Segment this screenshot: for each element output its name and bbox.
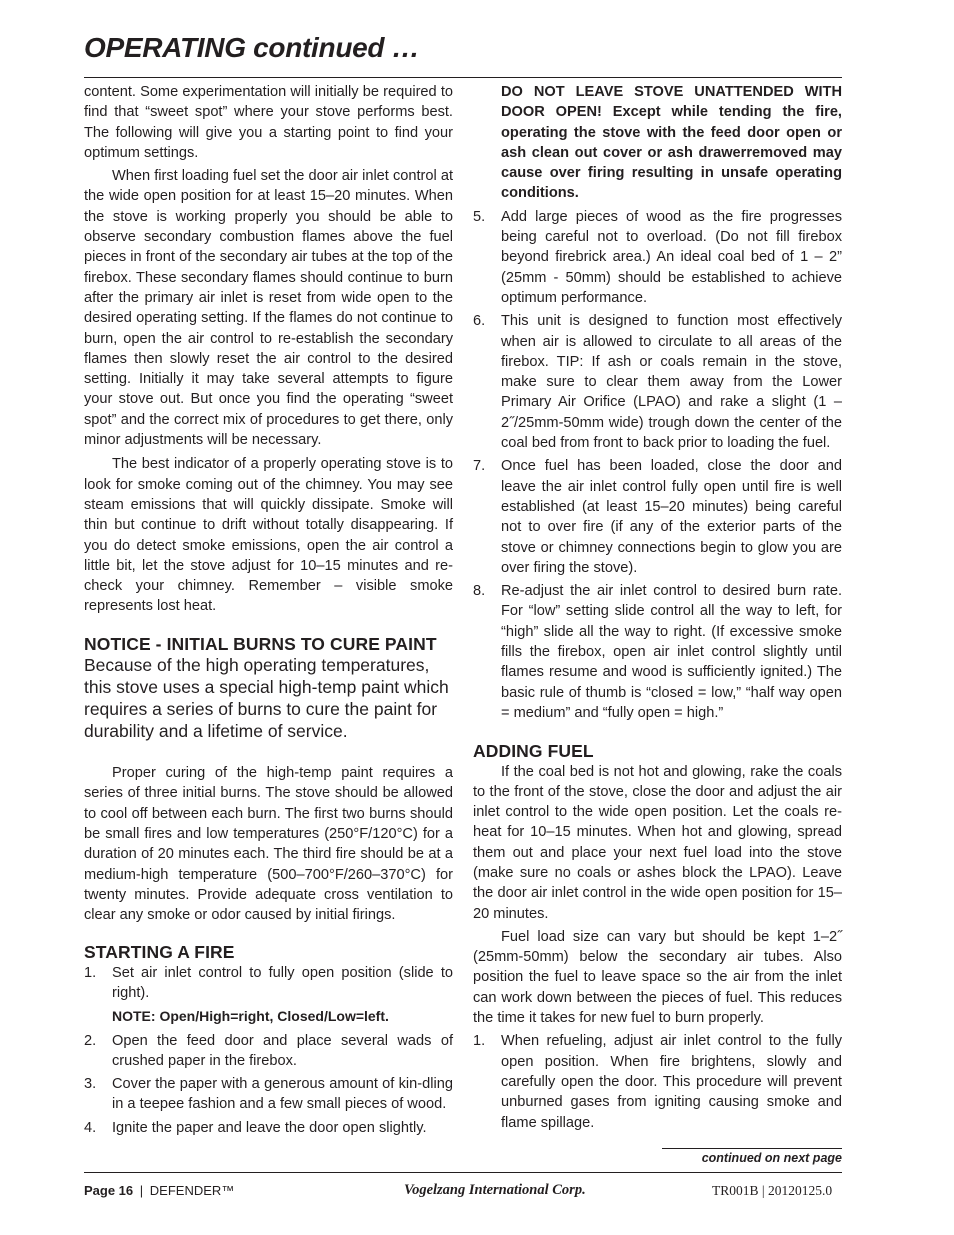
- list-item: 4. Ignite the paper and leave the door open slightly.: [84, 1119, 427, 1136]
- list-item: 8. Re-adjust the air inlet control to desired burn rate. For “low” setting slide control all the way to left, for “high” slide all the way to right. (If excessive smoke fills the firebox, open air inlet control slightly until flames resume and wood is sufficiently ignited.) The basic rule of thumb is “closed = low,” “half way open = medium” and “fully open = high.”: [473, 583, 842, 721]
- list-item: 2. Open the feed door and place several wads of crushed paper in the firebox.: [84, 1032, 453, 1069]
- starting-fire-list: [84, 963, 453, 1004]
- adding-fuel-list: [473, 1031, 842, 1132]
- continued-rule: [662, 1148, 842, 1149]
- warning-text: DO NOT LEAVE STOVE UNATTENDED WITH DOOR OPEN! Except while tending the fire, operating the stove with the feed door open or ash clean out cover or ash drawerremoved may cause over firing resulting in unsafe operating conditions.: [501, 84, 842, 202]
- smoke-indicator-paragraph: The best indicator of a properly operating stove is to look for smoke coming out of the chimney. You may see steam emissions that will quickly dissipate. Smoke will thin but continue to drift without totally disappearing. If you do detect smoke emissions, open the air control a little bit, let the stove adjust for 10–15 minutes and re-check your chimney. Remember – visible smoke represents lost heat.: [84, 456, 453, 615]
- adding-fuel-heading: ADDING FUEL: [473, 741, 594, 762]
- list-item: 3. Cover the paper with a generous amount of kin-dling in a teepee fashion and a few small pieces of wood.: [84, 1076, 453, 1113]
- list-item: 1. Set air inlet control to fully open position (slide to right).: [84, 964, 453, 1001]
- list-item: 6. This unit is designed to function most effectively when air is allowed to circulate to all areas of the firebox. TIP: If ash or coals remain in the stove, make sure to clear them away from the Lower Primary Air Orifice (LPAO) and rake a slight (1 – 2˝/25mm-50mm wide) trough down the center of the coal bed from front to back prior to loading the fuel.: [473, 313, 842, 452]
- page-title: OPERATING continued …: [84, 32, 420, 63]
- notice-text: Because of the high operating temperatures, this stove uses a special high-temp paint which requires a series of burns to cure the paint for durability and a lifetime of service.: [84, 655, 449, 742]
- footer-page-info: [84, 1183, 234, 1198]
- operating-steps-list: [473, 207, 842, 723]
- footer-rule: [84, 1172, 842, 1173]
- secondary-flames-paragraph: When first loading fuel set the door air inlet control at the wide open position for at least 15–20 minutes. When the stove is working properly you should be able to observe secondary combustion flames above the fuel pieces in front of the secondary air tubes at the top of the firebox. These secondary flames should continue to burn after the primary air inlet is reset from wide open to the desired operating setting. If the flames do not continue to burn, open the air control to re-establish the secondary flames then slowly reset the air control to the desired setting. Initially it may take several attempts to figure your stove out. But once you find the operating “sweet spot” and the correct mix of procedures to get there, only minor adjustments will be necessary.: [84, 168, 453, 449]
- paint-curing-paragraph: Proper curing of the high-temp paint requires a series of three initial burns. The stove should be allowed to cool off between each burn. The first two burns should be small fires and low temperatures (250°F/120°C) for a duration of 20 minutes each. The third fire should be at a medium-high temperature (500–700°F/260–370°C) for twenty minutes. Provide adequate cross ventilation to clear any smoke or odor caused by initial firings.: [84, 765, 453, 924]
- footer-separator: |: [139, 1183, 144, 1198]
- right-column: [473, 82, 842, 1136]
- page-number: Page 16: [84, 1183, 134, 1198]
- list-item: 1. When refueling, adjust air inlet control to the fully open position. When fire brightens, slowly and carefully open the door. This procedure will prevent unburned gases from igniting causing smoke and flame spillage.: [473, 1033, 842, 1131]
- continued-note: continued on next page: [701, 1151, 842, 1165]
- fuel-load-paragraph: Fuel load size can vary but should be kept 1–2˝ (25mm-50mm) below the secondary air tubes. Also position the fuel to leave space so the air from the inlet can work down between the pieces of fuel. This reduces the time it takes for new fuel to burn properly.: [473, 928, 842, 1027]
- document-code: TR001B | 20120125.0: [712, 1183, 833, 1198]
- company-name: Vogelzang International Corp.: [404, 1182, 586, 1198]
- list-item: 7. Once fuel has been loaded, close the door and leave the air inlet control fully open until fire is well established (at least 15–20 minutes) being careful not to over fire (if any of the exterior parts of the stove or chimney connections begin to glow you are over firing the stove).: [473, 458, 842, 576]
- list-item: 5. Add large pieces of wood as the fire progresses being careful not to overload. (Do not fill firebox beyond firebrick area.) An ideal coal bed of 1 – 2” (25mm - 50mm) should be established to achieve optimum performance.: [473, 208, 842, 306]
- header-rule: [84, 77, 842, 78]
- starting-fire-heading: STARTING A FIRE: [84, 942, 235, 963]
- starting-fire-list-continued: [84, 1031, 453, 1138]
- intro-paragraph: content. Some experimentation will initially be required to find that “sweet spot” where your stove performs best. The following will give you a starting point to find your optimum settings.: [84, 84, 453, 161]
- adding-fuel-paragraph: If the coal bed is not hot and glowing, rake the coals to the front of the stove, close the door and adjust the air inlet control to the wide open position. Let the coals re-heat for 10–15 minutes. When hot and glowing, spread them out and place your next fuel load into the stove (make sure no coals or ashes block the LPAO). Leave the door air inlet control in the wide open position for 15–20 minutes.: [473, 763, 842, 922]
- product-name: DEFENDER™: [149, 1183, 235, 1198]
- starting-fire-note: NOTE: Open/High=right, Closed/Low=left.: [112, 1008, 389, 1025]
- notice-heading: NOTICE - INITIAL BURNS TO CURE PAINT: [84, 633, 437, 654]
- left-column: [84, 82, 453, 1141]
